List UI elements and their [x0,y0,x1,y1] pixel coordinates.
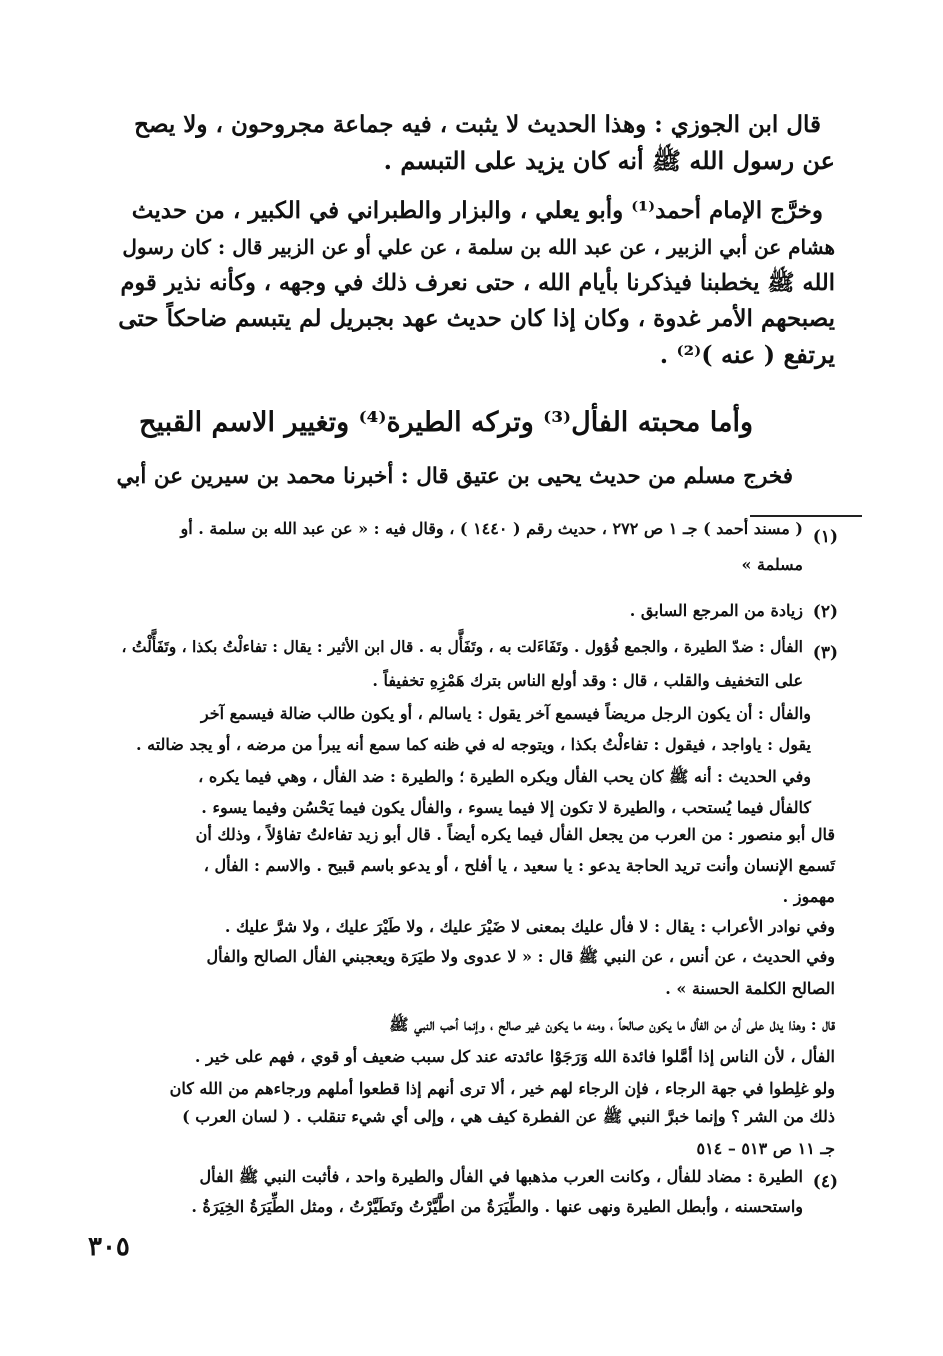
page-number: ٣٠٥ [88,1232,130,1262]
footnote-line: ولو غلِطوا في جهة الرجاء ، فإن الرجاء لهم خير ، ألا ترى أنهم إذا قطعوا أملهم ورجاءهم من الله كان [169,1079,835,1098]
body-line: يرتفع ( عنه )⁽²⁾ . [659,340,835,369]
footnote-line: وفي الحديث : أنه ﷺ كان يحب الفأل ويكره الطيرة ؛ والطيرة : ضد الفأل ، وهي فيما يكره ، [198,767,811,786]
footnote-line: واستحسنه ، وأبطل الطيرة ونهى عنها . والطِّيَرَةُ من اطَّيَّرْتُ وتَطَيَّرْتُ ، ومثل الطِّيَرَةُ الخِيَرَةُ . [191,1197,803,1216]
footnote-line: ( مسند أحمد ) جـ ١ ص ٢٧٢ ، حديث رقم ( ١٤٤٠ ) ، وقال فيه : « عن عبد الله بن سلمة . أو [180,519,803,538]
body-line: يصبحهم الأمر غدوة ، وكان إذا كان حديث عهد بجبريل لم يتبسم ضاحكاً حتى [118,305,835,332]
body-line: الله ﷺ يخطبنا فيذكرنا بأيام الله ، حتى نعرف ذلك في وجهه ، وكأنه نذير قوم [120,270,835,296]
body-line: فخرج مسلم من حديث يحيى بن عتيق قال : أخبرنا محمد بن سيرين عن أبي [116,464,793,489]
footnote-line: الطيرة : مضاد للفأل ، وكانت العرب مذهبها في الفأل والطيرة واحد ، فأثبت النبي ﷺ الفأل [199,1167,803,1186]
footnote-number: (٤) [812,1172,838,1192]
body-line: هشام عن أبي الزبير ، عن عبد الله بن سلمة ، عن علي أو عن الزبير قال : كان رسول [122,235,835,259]
footnote-line: وفي الحديث ، عن أنس ، عن النبي ﷺ قال : « لا عدوى ولا طيَرَة ويعجبني الفأل الصالح والفأل [206,947,835,966]
footnote-line: زيادة من المرجع السابق . [629,601,803,620]
body-line: قال ابن الجوزي : وهذا الحديث لا يثبت ، فيه جماعة مجروحون ، ولا يصح [134,111,821,138]
footnote-number: (٢) [812,602,838,622]
section-heading: وأما محبته الفأل⁽³⁾ وتركه الطيرة⁽⁴⁾ وتغيير الاسم القبيح [139,407,753,438]
footnote-line: كالفأل فيما يُستحب ، والطيرة لا تكون إلا فيما يسوء ، والفأل يكون فيما يَحْسُن وفيما يسوء . [201,798,811,817]
footnote-rule [750,515,862,517]
body-line: وخرَّج الإمام أحمد⁽¹⁾ وأبو يعلي ، والبزار والطبراني في الكبير ، من حديث [131,197,823,224]
footnote-number: (٣) [812,643,838,663]
footnote-line: مسلمة » [741,555,803,574]
footnote-line: قال أبو منصور : من العرب من يجعل الفأل فيما يكره أيضاً . قال أبو زيد تفاءلتُ تفاؤلاً ، وذلك أن [195,825,835,844]
footnote-line: تَسمع الإنسان وأنت تريد الحاجة يدعو : يا سعيد ، يا أفلح ، أو يدعو باسم قبيح . والاسم : الفأل ، [203,856,835,875]
footnote-line: على التخفيف والقلب ، قال : وقد أولع الناس بترك هَمْزِهِ تخفيفاً . [372,671,803,690]
footnote-line: وفي نوادر الأعراب : يقال : لا فأل عليك بمعنى لا ضَيْرَ عليك ، ولا طَيْرَ عليك ، ولا شرَّ عليك . [224,917,835,936]
footnote-line: والفأل : أن يكون الرجل مريضاً فيسمع آخر يقول : ياسالم ، أو يكون طالب ضالة فيسمع آخر [200,704,811,723]
body-line: عن رسول الله ﷺ أنه كان يزيد على التبسم . [383,146,835,175]
footnote-line: جـ ١١ ص ٥١٣ – ٥١٤ [696,1139,835,1158]
footnote-line: قال : وهذا يدل على أن من الفأل ما يكون صالحاً ، ومنه ما يكون غير صالح ، وإنما أحب النبي ﷺ [389,1015,835,1034]
footnote-number: (١) [812,527,838,547]
footnote-line: الفأل : ضدّ الطيرة ، والجمع فُؤول . وتَفَاءَلت به ، وتَفَأَّل به . قال ابن الأثير : يقال : تفاءلْتُ بكذا ، وتَفَأَّلْتُ ، [121,637,803,656]
footnote-line: ذلك من الشر ؟ وإنما خبرَّ النبي ﷺ عن الفطرة كيف هي ، وإلى أي شيء تنقلب . ( لسان العرب ) [182,1107,835,1126]
footnote-line: يقول : ياواجد ، فيقول : تفاءلْتُ بكذا ، ويتوجه له في ظنه كما سمع أنه يبرأ من مرضه ، أو يجد ضالته . [135,735,811,754]
footnote-line: مهموز . [782,887,835,906]
footnote-line: الصالح الكلمة الحسنة » . [665,979,835,998]
footnote-line: الفأل ، لأن الناس إذا أمَّلوا فائدة الله وَرَجَوْا عائدته عند كل سبب ضعيف أو قوي ، فهم على خير . [194,1047,835,1066]
